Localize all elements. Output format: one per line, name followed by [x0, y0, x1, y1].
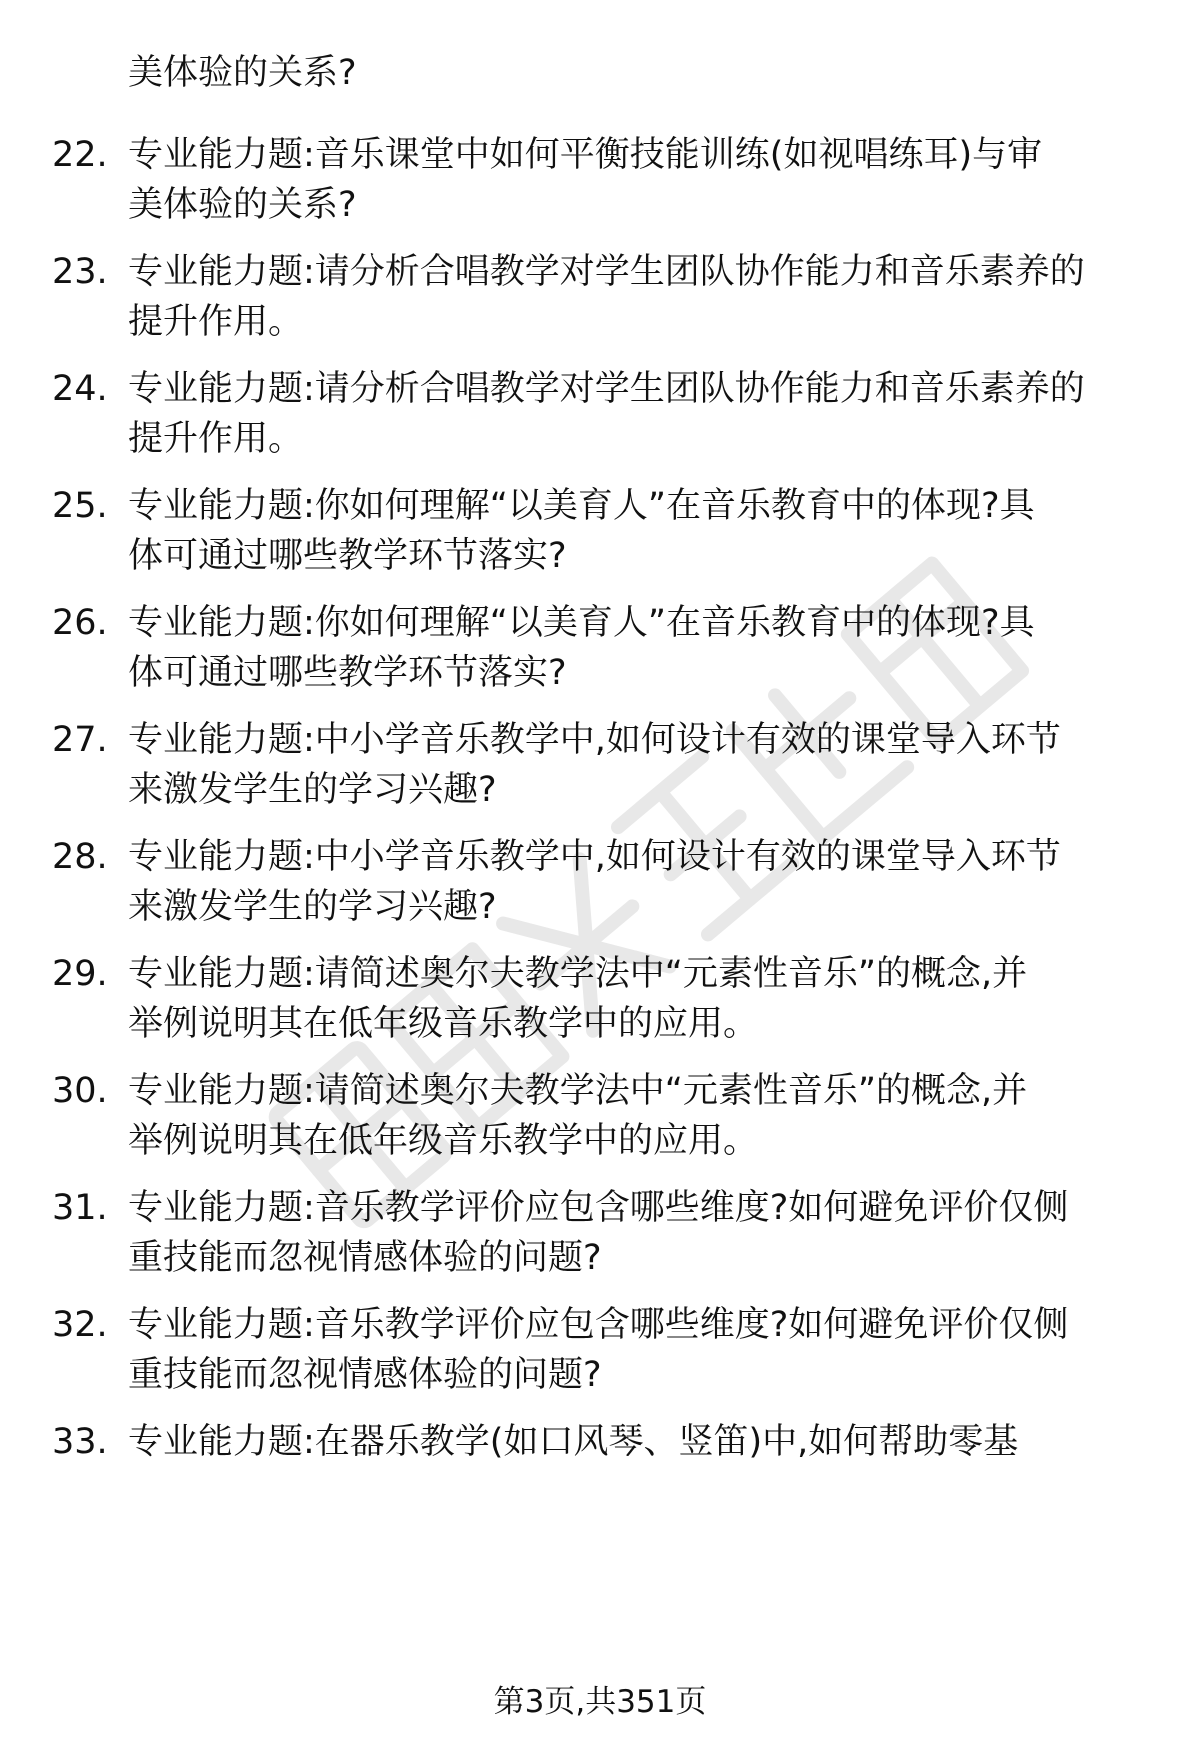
question-number: 25. — [52, 486, 108, 526]
question-text — [128, 715, 1143, 815]
question-line: 重技能而忽视情感体验的问题? — [128, 1355, 602, 1395]
question-line: 专业能力题:在器乐教学(如口风琴、竖笛)中,如何帮助零基 — [128, 1422, 1019, 1462]
question-text — [128, 1066, 1143, 1166]
question-number: 33. — [52, 1422, 108, 1462]
question-line: 举例说明其在低年级音乐教学中的应用。 — [128, 1004, 759, 1044]
question-text — [128, 598, 1143, 698]
question-text — [128, 364, 1143, 464]
question-text — [128, 1417, 1143, 1467]
question-number: 30. — [52, 1071, 108, 1111]
question-number: 24. — [52, 369, 108, 409]
continuation-line: 美体验的关系? — [128, 53, 357, 93]
question-text — [128, 247, 1143, 347]
question-line: 专业能力题:音乐课堂中如何平衡技能训练(如视唱练耳)与审 — [128, 135, 1043, 175]
question-number: 26. — [52, 603, 108, 643]
question-number: 27. — [52, 720, 108, 760]
question-line: 美体验的关系? — [128, 185, 357, 225]
question-line: 专业能力题:中小学音乐教学中,如何设计有效的课堂导入环节 — [128, 837, 1061, 877]
question-line: 专业能力题:请分析合唱教学对学生团队协作能力和音乐素养的 — [128, 369, 1085, 409]
question-text — [128, 481, 1143, 581]
question-line: 来激发学生的学习兴趣? — [128, 887, 497, 927]
question-line: 体可通过哪些教学环节落实? — [128, 536, 567, 576]
question-line: 来激发学生的学习兴趣? — [128, 770, 497, 810]
page-footer: 第3页,共351页 — [493, 1684, 707, 1720]
question-line: 专业能力题:你如何理解“以美育人”在音乐教育中的体现?具 — [128, 486, 1035, 526]
question-number: 23. — [52, 252, 108, 292]
question-number: 31. — [52, 1188, 108, 1228]
question-line: 提升作用。 — [128, 419, 304, 459]
question-text — [128, 832, 1143, 932]
question-line: 专业能力题:请分析合唱教学对学生团队协作能力和音乐素养的 — [128, 252, 1085, 292]
question-text — [128, 949, 1143, 1049]
question-line: 专业能力题:你如何理解“以美育人”在音乐教育中的体现?具 — [128, 603, 1035, 643]
question-text — [128, 1183, 1143, 1283]
question-line: 专业能力题:音乐教学评价应包含哪些维度?如何避免评价仅侧 — [128, 1188, 1069, 1228]
question-line: 专业能力题:音乐教学评价应包含哪些维度?如何避免评价仅侧 — [128, 1305, 1069, 1345]
question-line: 重技能而忽视情感体验的问题? — [128, 1238, 602, 1278]
question-line: 举例说明其在低年级音乐教学中的应用。 — [128, 1121, 759, 1161]
question-number: 28. — [52, 837, 108, 877]
question-number: 32. — [52, 1305, 108, 1345]
question-number: 29. — [52, 954, 108, 994]
question-line: 专业能力题:中小学音乐教学中,如何设计有效的课堂导入环节 — [128, 720, 1061, 760]
question-text — [128, 1300, 1143, 1400]
question-line: 提升作用。 — [128, 302, 304, 342]
question-line: 专业能力题:请简述奥尔夫教学法中“元素性音乐”的概念,并 — [128, 954, 1028, 994]
question-number: 22. — [52, 135, 108, 175]
question-line: 体可通过哪些教学环节落实? — [128, 653, 567, 693]
question-text — [128, 130, 1143, 230]
question-line: 专业能力题:请简述奥尔夫教学法中“元素性音乐”的概念,并 — [128, 1071, 1028, 1111]
